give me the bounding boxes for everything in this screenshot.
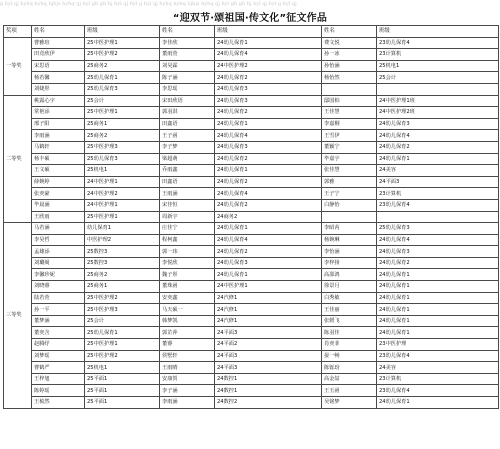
table-row — [4, 257, 499, 269]
student-name-cell: 吴铭梦 — [322, 397, 377, 409]
student-name-cell: 白秀敏 — [322, 292, 377, 304]
student-name-cell: 李怡涵 — [322, 246, 377, 258]
class-cell: 24中医护理1 — [85, 176, 160, 188]
class-cell: 25中医护理2 — [85, 350, 160, 362]
table-row — [4, 339, 499, 351]
table-row — [4, 350, 499, 362]
student-name-cell: 乔雨鑫 — [160, 165, 215, 177]
class-cell: 24平面3 — [215, 327, 322, 339]
class-cell: 24幼儿保育4 — [377, 234, 499, 246]
class-cell: 25机电1 — [377, 60, 499, 72]
student-name-cell: 陈子涵 — [160, 72, 215, 84]
class-cell: 23幼儿保育4 — [377, 350, 499, 362]
student-name-cell: 王子宁 — [322, 188, 377, 200]
student-name-cell: 曹雅瑄 — [32, 37, 85, 49]
class-cell: 24汽修1 — [215, 304, 322, 316]
header-cell: 班级 — [85, 26, 160, 38]
class-cell: 25平面1 — [85, 373, 160, 385]
student-name-cell: 王欣雨 — [32, 211, 85, 223]
class-cell: 25幼儿保育3 — [85, 153, 160, 165]
student-name-cell: 李悦欣 — [160, 257, 215, 269]
table-row — [4, 188, 499, 200]
class-cell: 24中医护理2 — [215, 60, 322, 72]
student-name-cell: 费文悦 — [322, 37, 377, 49]
class-cell: 23幼儿保育4 — [377, 385, 499, 397]
class-cell: 23计算机 — [377, 49, 499, 61]
class-cell: 24中医护理2 — [85, 188, 160, 200]
student-name-cell: 王佳慧 — [322, 107, 377, 119]
class-cell: 25商务2 — [85, 269, 160, 281]
class-cell: 25商务1 — [85, 118, 160, 130]
class-cell: 中医护理2 — [85, 234, 160, 246]
student-name-cell: 王子函 — [160, 130, 215, 142]
table-row — [4, 141, 499, 153]
header-cell: 姓名 — [32, 26, 85, 38]
student-name-cell: 杨怡然 — [322, 72, 377, 84]
table-header-row — [4, 26, 499, 38]
class-cell: 24汽修1 — [215, 315, 322, 327]
table-row — [4, 118, 499, 130]
table-row — [4, 107, 499, 119]
student-name-cell: 马若涵 — [32, 223, 85, 235]
class-cell: 24幼儿保育1 — [377, 153, 499, 165]
class-cell: 24幼儿保育2 — [215, 107, 322, 119]
class-cell: 25中医护理3 — [85, 141, 160, 153]
class-cell: 24幼儿保育1 — [215, 269, 322, 281]
student-name-cell: 毕嘉宇 — [322, 153, 377, 165]
student-name-cell: 薛婉婷 — [32, 176, 85, 188]
student-name-cell: 徐景月 — [322, 281, 377, 293]
class-cell: 24幼儿保育1 — [215, 118, 322, 130]
class-cell: 25中医护理1 — [85, 211, 160, 223]
table-row — [4, 327, 499, 339]
class-cell: 25机电1 — [85, 165, 160, 177]
student-name-cell: 陈铄玢 — [322, 362, 377, 374]
class-cell: 25中医护理2 — [85, 49, 160, 61]
header-cell: 奖项 — [4, 26, 32, 38]
student-name-cell: 梁超萌 — [160, 153, 215, 165]
class-cell: 24幼儿保育3 — [215, 257, 322, 269]
class-cell: 24幼儿保育4 — [377, 130, 499, 142]
class-cell: 24商务2 — [215, 211, 322, 223]
student-name-cell: 董梦涵 — [32, 315, 85, 327]
table-row — [4, 292, 499, 304]
class-cell: 24数控2 — [215, 397, 322, 409]
class-cell: 25幼儿保育1 — [85, 327, 160, 339]
class-cell: 25机电1 — [85, 362, 160, 374]
class-cell: 24幼儿保育1 — [377, 397, 499, 409]
student-name-cell: 宋思语 — [32, 60, 85, 72]
student-name-cell: 刘晓睿 — [32, 281, 85, 293]
class-cell: 24中医护理1 — [85, 199, 160, 211]
awards-table — [3, 25, 499, 409]
class-cell: 24幼儿保育2 — [215, 153, 322, 165]
class-cell: 25中医护理1 — [85, 339, 160, 351]
student-name-cell: 李雨涵 — [32, 130, 85, 142]
student-name-cell: 张奕豪 — [32, 188, 85, 200]
table-row — [4, 234, 499, 246]
student-name-cell: 邢子阳 — [32, 118, 85, 130]
student-name-cell: 陈羽佳 — [322, 327, 377, 339]
student-name-cell: 白静怡 — [322, 199, 377, 211]
award-level-cell: 二等奖 — [4, 95, 32, 223]
class-cell: 24平面3 — [215, 350, 322, 362]
student-name-cell: 孙一冰 — [322, 49, 377, 61]
student-name-cell: 庄佳宁 — [160, 223, 215, 235]
class-cell: 24幼儿保育2 — [215, 246, 322, 258]
table-row — [4, 153, 499, 165]
table-row — [4, 373, 499, 385]
student-name-cell: 杨丰硕 — [32, 153, 85, 165]
student-name-cell: 邸国柏 — [322, 95, 377, 107]
header-strip: g hyl qj hyhq hyhq bjbjs hyhq qj hyl gh gh hj hyl qj hyl g hyl qj hyhq hyhq bjbjs hyhq qj hyl gh gh hj hyl qj hyl g hyl qj — [0, 1, 297, 7]
student-name-cell: 孙一平 — [32, 304, 85, 316]
student-name-cell: 刘璐阁 — [32, 257, 85, 269]
class-cell — [377, 211, 499, 223]
table-row — [4, 385, 499, 397]
table-row — [4, 176, 499, 188]
table-row — [4, 246, 499, 258]
class-cell: 25商务2 — [85, 130, 160, 142]
student-name-cell: 常艳添 — [32, 107, 85, 119]
table-row — [4, 72, 499, 84]
student-name-cell: 高金喆 — [322, 373, 377, 385]
student-name-cell: 董雨萱 — [160, 49, 215, 61]
student-name-cell: 周新宇 — [160, 211, 215, 223]
student-name-cell: 程柯鑫 — [160, 234, 215, 246]
student-name-cell: 李子涵 — [160, 385, 215, 397]
student-name-cell: 韩梦凯 — [160, 315, 215, 327]
student-name-cell: 王雪伊 — [322, 130, 377, 142]
table-row — [4, 37, 499, 49]
student-name-cell: 郭芷萍 — [160, 327, 215, 339]
class-cell: 24幼儿保育2 — [215, 199, 322, 211]
class-cell: 25中医护理1 — [85, 107, 160, 119]
student-name-cell: 李梓扬 — [322, 257, 377, 269]
class-cell: 24幼儿保育3 — [215, 83, 322, 95]
class-cell: 24数控1 — [215, 385, 322, 397]
student-name-cell: 李嘉桐 — [322, 118, 377, 130]
class-cell: 24中医护理1 — [215, 281, 322, 293]
student-name-cell: 王佳丽 — [322, 304, 377, 316]
class-cell: 24幼儿保育1 — [215, 37, 322, 49]
class-cell: 25平面1 — [85, 397, 160, 409]
class-cell: 25商务1 — [85, 281, 160, 293]
class-cell: 25平面1 — [85, 385, 160, 397]
student-name-cell: 王文硕 — [32, 165, 85, 177]
header-cell: 姓名 — [322, 26, 377, 38]
class-cell: 25幼儿保育3 — [377, 223, 499, 235]
student-name-cell: 桃露心宇 — [32, 95, 85, 107]
table-row — [4, 304, 499, 316]
class-cell: 25幼儿保育3 — [85, 83, 160, 95]
student-name-cell: 安康贺 — [160, 373, 215, 385]
student-name-cell: 毕晨涵 — [32, 199, 85, 211]
table-row — [4, 223, 499, 235]
class-cell: 25中医护理1 — [85, 37, 160, 49]
class-cell: 25数控3 — [85, 246, 160, 258]
class-cell: 24幼儿保育2 — [215, 72, 322, 84]
student-name-cell: 董睿 — [160, 339, 215, 351]
student-name-cell: 陈婷瑶 — [32, 385, 85, 397]
student-name-cell: 王梓旭 — [32, 373, 85, 385]
class-cell: 24幼儿保育4 — [215, 49, 322, 61]
student-name-cell: 刘婕彤 — [32, 83, 85, 95]
student-name-cell: 李雨涵 — [160, 397, 215, 409]
student-name-cell: 王雨晴 — [160, 362, 215, 374]
class-cell: 23幼儿保育4 — [377, 199, 499, 211]
header-cell: 姓名 — [160, 26, 215, 38]
student-name-cell: 刘梦瑶 — [32, 350, 85, 362]
student-name-cell: 李思瑶 — [160, 83, 215, 95]
class-cell: 25中医护理2 — [85, 292, 160, 304]
class-cell: 24幼儿保育3 — [215, 141, 322, 153]
table-row — [4, 199, 499, 211]
table-row — [4, 95, 499, 107]
table-row — [4, 397, 499, 409]
class-cell: 幼儿保育1 — [85, 223, 160, 235]
class-cell: 25中医护理3 — [85, 304, 160, 316]
student-name-cell: 侯墅轩 — [160, 350, 215, 362]
student-name-cell: 郭羽淇 — [160, 107, 215, 119]
student-name-cell: 郭一玮 — [160, 246, 215, 258]
class-cell: 24中医护理2班 — [377, 107, 499, 119]
student-name-cell: 马鹤轩 — [32, 141, 85, 153]
class-cell: 23中医护理 — [377, 339, 499, 351]
student-name-cell: 李昭芮 — [322, 223, 377, 235]
student-name-cell: 杨婉琳 — [322, 234, 377, 246]
table-row — [4, 362, 499, 374]
class-cell: 24幼儿保育1 — [215, 223, 322, 235]
class-cell: 25会计 — [377, 72, 499, 84]
student-name-cell: 晏一畅 — [322, 350, 377, 362]
class-cell: 24平面3 — [377, 176, 499, 188]
class-cell: 24幼儿保育3 — [377, 118, 499, 130]
student-name-cell: 曹鹤严 — [32, 362, 85, 374]
class-cell: 24幼儿保育1 — [377, 292, 499, 304]
table-body — [4, 37, 499, 408]
class-cell: 24平面2 — [215, 339, 322, 351]
class-cell: 24数控1 — [215, 373, 322, 385]
student-name-cell: 郭雅 — [322, 176, 377, 188]
student-name-cell: 张媛飞 — [322, 315, 377, 327]
class-cell: 24幼儿保育4 — [215, 188, 322, 200]
class-cell: 24幼儿保育2 — [377, 257, 499, 269]
table-row — [4, 165, 499, 177]
class-cell: 23计算机 — [377, 373, 499, 385]
class-cell: 24美容 — [377, 362, 499, 374]
award-level-cell: 一等奖 — [4, 37, 32, 95]
student-name-cell: 田鑫语 — [160, 176, 215, 188]
header-cell: 班级 — [215, 26, 322, 38]
class-cell: 24幼儿保育2 — [215, 176, 322, 188]
student-name-cell: 田竞欣伊 — [32, 49, 85, 61]
student-name-cell: 王雨涵 — [160, 188, 215, 200]
student-name-cell: 魏子彤 — [160, 269, 215, 281]
class-cell: 24平面3 — [215, 362, 322, 374]
class-cell: 23计算机 — [377, 188, 499, 200]
table-row — [4, 83, 499, 95]
class-cell: 24幼儿保育1 — [215, 165, 322, 177]
class-cell: 24美容 — [377, 165, 499, 177]
student-name-cell: 董奕含 — [32, 327, 85, 339]
table-row — [4, 130, 499, 142]
class-cell: 25数控3 — [85, 257, 160, 269]
student-name-cell: 董珠函 — [160, 281, 215, 293]
student-name-cell: 孙怡涵 — [322, 60, 377, 72]
class-cell: 25幼儿保育1 — [85, 72, 160, 84]
table-row — [4, 211, 499, 223]
class-cell: 24幼儿保育1 — [377, 315, 499, 327]
student-name-cell: 肖奕菲 — [322, 339, 377, 351]
class-cell: 24中医护理1班 — [377, 95, 499, 107]
student-name-cell: 刘昊霖 — [160, 60, 215, 72]
class-cell: 24幼儿保育4 — [215, 130, 322, 142]
student-name-cell — [322, 211, 377, 223]
student-name-cell: 董颖宁 — [322, 141, 377, 153]
student-name-cell: 李佳欣 — [160, 37, 215, 49]
student-name-cell: 陆若萱 — [32, 292, 85, 304]
table-row — [4, 269, 499, 281]
class-cell: 24幼儿保育2 — [377, 141, 499, 153]
student-name-cell: 高邵鸿 — [322, 269, 377, 281]
class-cell: 24幼儿保育1 — [377, 269, 499, 281]
table-row — [4, 49, 499, 61]
student-name-cell: 孟雄添 — [32, 246, 85, 258]
class-cell: 23幼儿保育4 — [377, 37, 499, 49]
student-name-cell: 马天硕一 — [160, 304, 215, 316]
class-cell: 24幼儿保育3 — [215, 95, 322, 107]
student-name-cell: 李馨珍妮 — [32, 269, 85, 281]
table-row — [4, 281, 499, 293]
table-row — [4, 60, 499, 72]
student-name-cell: 安奕鑫 — [160, 292, 215, 304]
student-name-cell: 杨若馨 — [32, 72, 85, 84]
class-cell: 25会计 — [85, 315, 160, 327]
document-title: “迎双节·颂祖国·传文化”征文作品 — [172, 13, 328, 24]
student-name-cell: 李子梦 — [160, 141, 215, 153]
student-name-cell: 宋佳恒 — [160, 199, 215, 211]
student-name-cell: 赵腾纾 — [32, 339, 85, 351]
class-cell: 24幼儿保育1 — [377, 304, 499, 316]
student-name-cell: 田鑫语 — [160, 118, 215, 130]
header-cell: 班级 — [377, 26, 499, 38]
table-row — [4, 315, 499, 327]
award-level-cell: 三等奖 — [4, 223, 32, 409]
student-name-cell: 李昊哲 — [32, 234, 85, 246]
class-cell: 24幼儿保育3 — [377, 246, 499, 258]
student-name-cell: 张佳慧 — [322, 165, 377, 177]
student-name-cell: 王梳然 — [32, 397, 85, 409]
student-name-cell: 宋田欣语 — [160, 95, 215, 107]
class-cell: 25会计 — [85, 95, 160, 107]
class-cell: 24幼儿保育1 — [377, 327, 499, 339]
class-cell: 24幼儿保育1 — [377, 281, 499, 293]
class-cell: 24幼儿保育4 — [215, 234, 322, 246]
student-name-cell — [322, 83, 377, 95]
class-cell — [377, 83, 499, 95]
class-cell: 24汽修1 — [215, 292, 322, 304]
class-cell: 25商务2 — [85, 60, 160, 72]
student-name-cell: 王玉函 — [322, 385, 377, 397]
